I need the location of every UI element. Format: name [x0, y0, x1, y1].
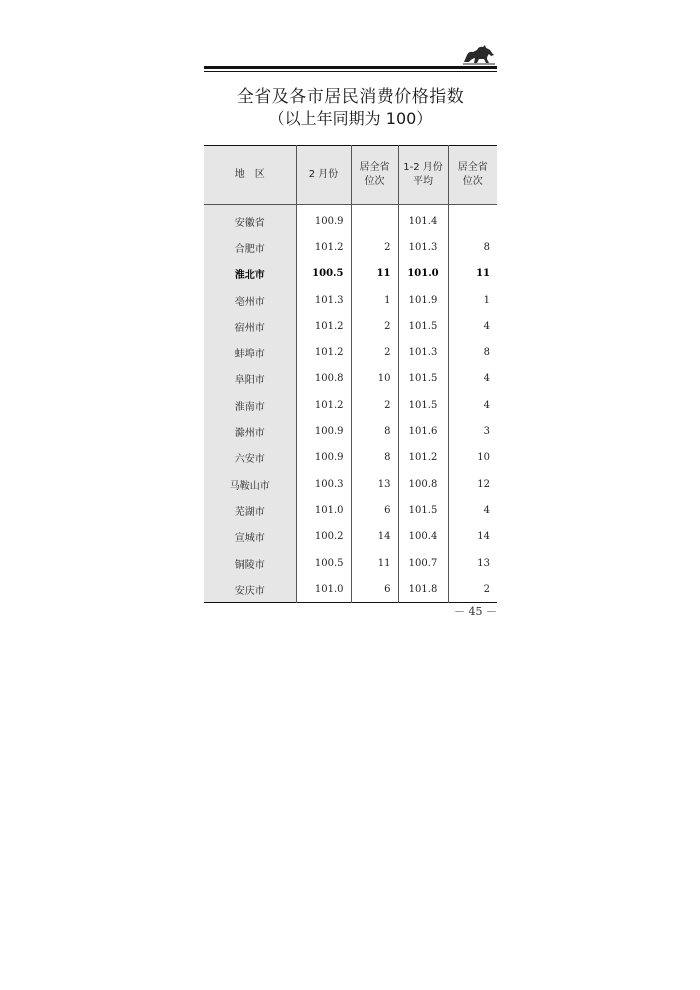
table-row — [204, 234, 497, 260]
feb-rank-cell — [351, 205, 398, 235]
avg-value-cell: 101.5 — [398, 366, 448, 392]
feb-value-cell: 100.5 — [296, 261, 351, 287]
table-row — [204, 524, 497, 550]
feb-rank-cell: 11 — [351, 261, 398, 287]
feb-value-cell: 100.9 — [296, 445, 351, 471]
header-rule-thin — [204, 71, 497, 72]
cpi-table — [204, 145, 497, 603]
feb-rank-cell: 11 — [351, 550, 398, 576]
feb-rank-cell: 8 — [351, 418, 398, 444]
table-row — [204, 392, 497, 418]
feb-rank-cell: 2 — [351, 313, 398, 339]
region-cell: 安徽省 — [204, 205, 296, 235]
region-cell: 蚌埠市 — [204, 339, 296, 365]
avg-value-cell: 101.9 — [398, 287, 448, 313]
feb-value-cell: 101.2 — [296, 339, 351, 365]
table-row — [204, 550, 497, 576]
avg-value-cell: 101.5 — [398, 313, 448, 339]
feb-value-cell: 101.2 — [296, 313, 351, 339]
avg-rank-cell: 13 — [477, 557, 490, 569]
feb-rank-cell: 1 — [351, 287, 398, 313]
header-rank-feb-line1: 居全省 — [359, 162, 390, 173]
feb-rank-cell: 2 — [351, 392, 398, 418]
region-cell: 宿州市 — [204, 313, 296, 339]
avg-value-cell: 100.4 — [398, 524, 448, 550]
table-row — [204, 205, 497, 235]
avg-rank-cell: 1 — [483, 294, 490, 306]
table-row — [204, 261, 497, 287]
page-number: － 45 － — [454, 605, 497, 618]
table-row — [204, 471, 497, 497]
table-row — [204, 366, 497, 392]
region-cell: 马鞍山市 — [204, 471, 296, 497]
header-jan-feb-avg — [398, 146, 448, 205]
header-rank-avg-line1: 居全省 — [457, 162, 488, 173]
avg-value-cell: 101.2 — [398, 445, 448, 471]
avg-value-cell: 101.3 — [398, 339, 448, 365]
header-jan-feb-avg-line2: 平均 — [413, 176, 433, 187]
table-row — [204, 313, 497, 339]
feb-value-cell: 100.9 — [296, 418, 351, 444]
region-cell: 亳州市 — [204, 287, 296, 313]
feb-value-cell: 101.3 — [296, 287, 351, 313]
region-cell: 淮南市 — [204, 392, 296, 418]
avg-rank-cell: 4 — [483, 373, 490, 385]
avg-rank-cell: 11 — [476, 268, 490, 280]
feb-value-cell: 100.5 — [296, 550, 351, 576]
table-row — [204, 418, 497, 444]
table-row — [204, 445, 497, 471]
page-title: 全省及各市居民消费价格指数 — [236, 87, 465, 107]
feb-value-cell: 101.0 — [296, 576, 351, 603]
header-region: 地 区 — [204, 146, 296, 205]
feb-value-cell: 101.0 — [296, 497, 351, 523]
header-rank-avg — [448, 146, 497, 205]
feb-value-cell: 100.2 — [296, 524, 351, 550]
avg-rank-cell: 14 — [477, 531, 490, 543]
table-row — [204, 339, 497, 365]
avg-rank-cell: 4 — [483, 399, 490, 411]
table-row — [204, 497, 497, 523]
page-subtitle: （以上年同期为 100） — [268, 109, 433, 128]
feb-rank-cell: 8 — [351, 445, 398, 471]
region-cell: 淮北市 — [204, 261, 296, 287]
avg-value-cell: 101.5 — [398, 497, 448, 523]
table-row — [204, 576, 497, 603]
avg-value-cell: 101.8 — [398, 576, 448, 603]
avg-rank-cell: 3 — [483, 426, 490, 438]
avg-value-cell: 101.5 — [398, 392, 448, 418]
avg-rank-cell: 12 — [477, 478, 490, 490]
avg-value-cell: 101.3 — [398, 234, 448, 260]
feb-value-cell: 100.9 — [296, 205, 351, 235]
avg-rank-cell: 8 — [483, 241, 490, 253]
header-jan-feb-avg-line1: 1-2 月份 — [403, 162, 443, 173]
feb-value-cell: 101.2 — [296, 392, 351, 418]
header-rule — [204, 66, 497, 69]
avg-rank-cell: 2 — [483, 583, 490, 595]
region-cell: 宣城市 — [204, 524, 296, 550]
avg-rank-cell: 4 — [483, 504, 490, 516]
avg-rank-cell: 10 — [477, 452, 490, 464]
header-rank-feb — [351, 146, 398, 205]
region-cell: 阜阳市 — [204, 366, 296, 392]
region-cell: 铜陵市 — [204, 550, 296, 576]
avg-rank-cell: 4 — [483, 320, 490, 332]
avg-value-cell: 101.0 — [398, 261, 448, 287]
avg-rank-cell — [448, 205, 497, 235]
feb-rank-cell: 2 — [351, 234, 398, 260]
feb-rank-cell: 14 — [351, 524, 398, 550]
avg-rank-cell: 8 — [483, 347, 490, 359]
avg-value-cell: 101.6 — [398, 418, 448, 444]
feb-value-cell: 100.3 — [296, 471, 351, 497]
avg-value-cell: 101.4 — [398, 205, 448, 235]
feb-rank-cell: 13 — [351, 471, 398, 497]
table-row — [204, 287, 497, 313]
feb-value-cell: 101.2 — [296, 234, 351, 260]
header-rank-feb-line2: 位次 — [364, 176, 385, 187]
feb-rank-cell: 2 — [351, 339, 398, 365]
region-cell: 滁州市 — [204, 418, 296, 444]
feb-rank-cell: 6 — [351, 576, 398, 603]
region-cell: 芜湖市 — [204, 497, 296, 523]
table-header-row — [204, 146, 497, 205]
horse-logo-icon — [461, 42, 497, 66]
region-cell: 合肥市 — [204, 234, 296, 260]
region-cell: 安庆市 — [204, 576, 296, 603]
feb-value-cell: 100.8 — [296, 366, 351, 392]
feb-rank-cell: 10 — [351, 366, 398, 392]
header-rank-avg-line2: 位次 — [462, 176, 483, 187]
region-cell: 六安市 — [204, 445, 296, 471]
feb-rank-cell: 6 — [351, 497, 398, 523]
avg-value-cell: 100.7 — [398, 550, 448, 576]
table-body — [204, 205, 497, 603]
header-feb: 2 月份 — [296, 146, 351, 205]
avg-value-cell: 100.8 — [398, 471, 448, 497]
